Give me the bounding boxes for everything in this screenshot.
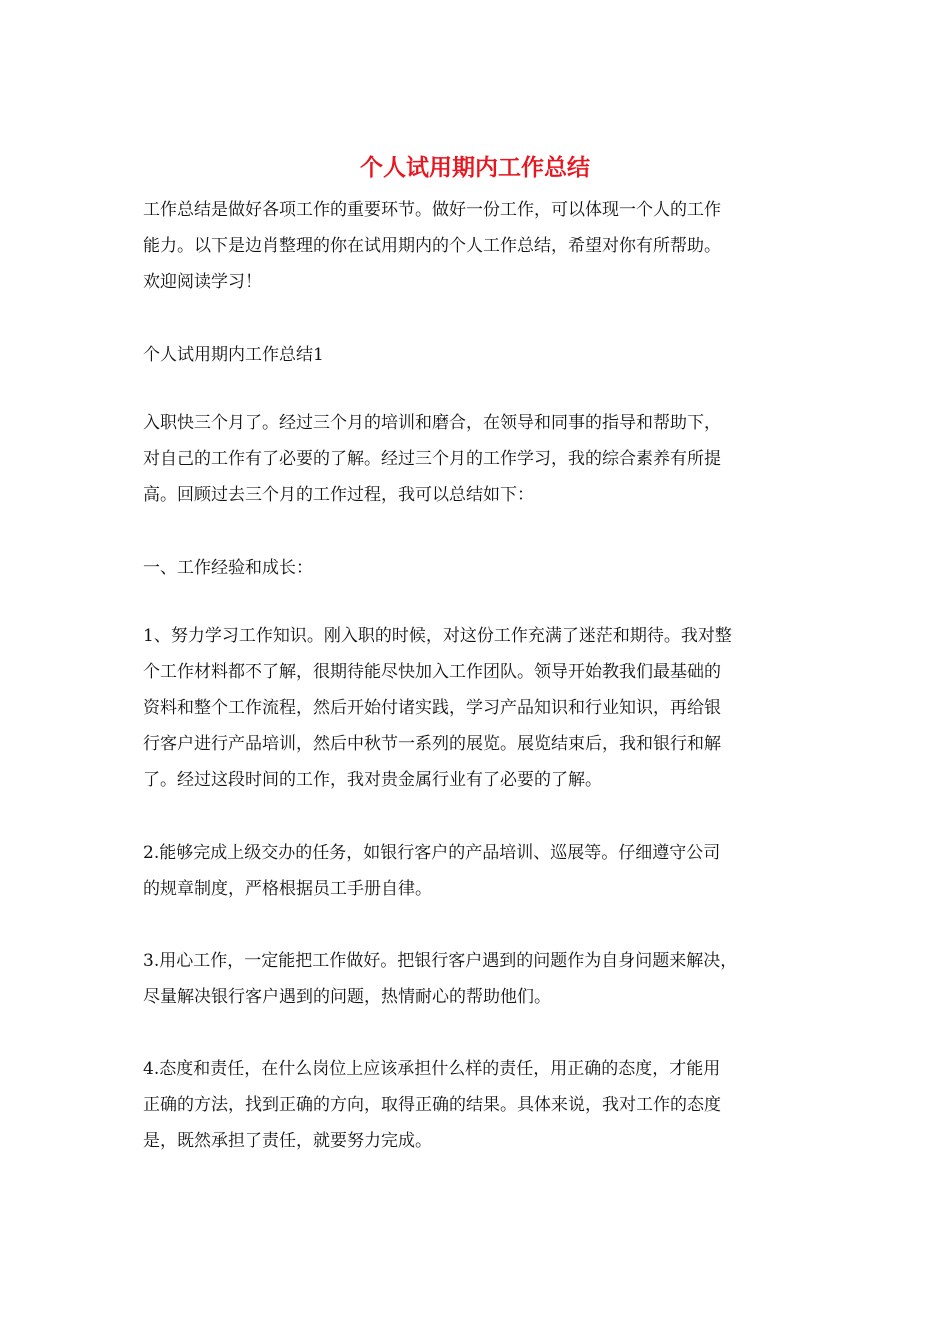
item-4 — [143, 1051, 808, 1159]
section-heading — [143, 337, 808, 373]
item-2 — [143, 835, 808, 907]
item-line: 1、努力学习工作知识。刚入职的时候，对这份工作充满了迷茫和期待。我对整 — [143, 626, 732, 646]
item-line: 了。经过这段时间的工作，我对贵金属行业有了必要的了解。 — [143, 770, 602, 790]
item-line: 是，既然承担了责任，就要努力完成。 — [143, 1131, 432, 1151]
item-3 — [143, 943, 808, 1015]
item-line: 尽量解决银行客户遇到的问题，热情耐心的帮助他们。 — [143, 987, 551, 1007]
paragraph-line: 对自己的工作有了必要的了解。经过三个月的工作学习，我的综合素养有所提 — [143, 449, 721, 469]
item-line: 的规章制度，严格根据员工手册自律。 — [143, 879, 432, 899]
paragraph-1 — [143, 405, 808, 513]
item-line: 3.用心工作，一定能把工作做好。把银行客户遇到的问题作为自身问题来解决， — [143, 951, 738, 971]
paragraph-line: 高。回顾过去三个月的工作过程，我可以总结如下： — [143, 485, 534, 505]
intro-paragraph — [143, 192, 808, 300]
subheading — [143, 550, 808, 586]
item-line: 正确的方法，找到正确的方向，取得正确的结果。具体来说，我对工作的态度 — [143, 1095, 721, 1115]
section-heading-text: 个人试用期内工作总结1 — [143, 345, 324, 365]
intro-line: 能力。以下是边肖整理的你在试用期内的个人工作总结，希望对你有所帮助。 — [143, 236, 721, 256]
item-line: 4.态度和责任，在什么岗位上应该承担什么样的责任，用正确的态度，才能用 — [143, 1059, 721, 1079]
item-1 — [143, 618, 808, 798]
item-line: 个工作材料都不了解，很期待能尽快加入工作团队。领导开始教我们最基础的 — [143, 662, 721, 682]
subheading-text: 一、工作经验和成长： — [143, 558, 313, 578]
item-line: 资料和整个工作流程，然后开始付诸实践，学习产品知识和行业知识，再给银 — [143, 698, 721, 718]
paragraph-line: 入职快三个月了。经过三个月的培训和磨合，在领导和同事的指导和帮助下， — [143, 413, 721, 433]
intro-line: 工作总结是做好各项工作的重要环节。做好一份工作，可以体现一个人的工作 — [143, 200, 721, 220]
item-line: 2.能够完成上级交办的任务，如银行客户的产品培训、巡展等。仔细遵守公司 — [143, 843, 721, 863]
item-line: 行客户进行产品培训，然后中秋节一系列的展览。展览结束后，我和银行和解 — [143, 734, 721, 754]
intro-line: 欢迎阅读学习！ — [143, 272, 262, 292]
document-title: 个人试用期内工作总结 — [360, 154, 590, 181]
